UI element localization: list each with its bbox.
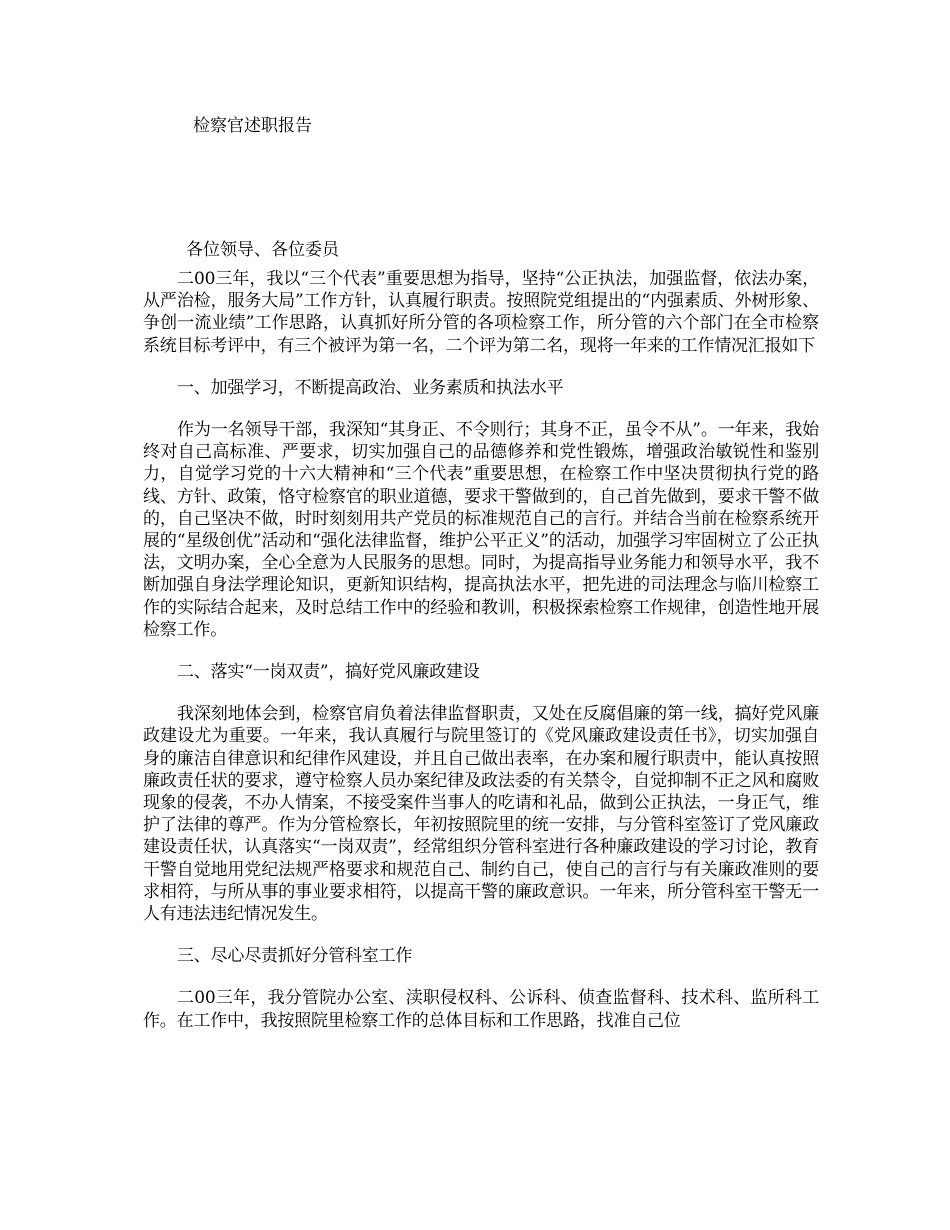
document-title: 检察官述职报告: [193, 116, 312, 136]
document-body: [143, 268, 819, 1052]
paragraph-intro: 二00三年，我以“三个代表”重要思想为指导，坚持“公正执法，加强监督，依法办案，从严治检，服务大局”工作方针，认真履行职责。按照院党组提出的“内强素质、外树形象、争创一流业绩”工作思路，认真抓好所分管的各项检察工作，所分管的六个部门在全市检察系统目标考评中，有三个被评为第一名，二个评为第二名，现将一年来的工作情况汇报如下: [143, 269, 819, 356]
paragraph-section-3: 二00三年，我分管院办公室、渎职侵权科、公诉科、侦查监督科、技术科、监所科工作。在工作中，我按照院里检察工作的总体目标和工作思路，找准自己位: [143, 988, 819, 1031]
section-heading-1: 一、加强学习，不断提高政治、业务素质和执法水平: [177, 377, 564, 398]
paragraph-section-2: 我深刻地体会到，检察官肩负着法律监督职责，又处在反腐倡廉的第一线，搞好党风廉政建设尤为重要。一年来，我认真履行与院里签订的《党风廉政建设责任书》，切实加强自身的廉洁自律意识和纪律作风建设，并且自己做出表率，在办案和履行职责中，能认真按照廉政责任状的要求，遵守检察人员办案纪律及政法委的有关禁令，自觉抑制不正之风和腐败现象的侵袭，不办人情案，不接受案件当事人的吃请和礼品，做到公正执法，一身正气，维护了法律的尊严。作为分管检察长，年初按照院里的统一安排，与分管科室签订了党风廉政建设责任状，认真落实“一岗双责”，经常组织分管科室进行各种廉政建设的学习讨论，教育干警自觉地用党纪法规严格要求和规范自己、制约自己，使自己的言行与有关廉政准则的要求相符，与所从事的事业要求相符，以提高干警的廉政意识。一年来，所分管科室干警无一人有违法违纪情况发生。: [143, 704, 819, 925]
section-heading-2: 二、落实“一岗双责”，搞好党风廉政建设: [177, 662, 480, 683]
paragraph-section-1: 作为一名领导干部，我深知“其身正、不令则行；其身不正，虽令不从”。一年来，我始终对自己高标准、严要求，切实加强自己的品德修养和党性锻炼，增强政治敏锐性和鉴别力，自觉学习党的十六大精神和“三个代表”重要思想，在检察工作中坚决贯彻执行党的路线、方针、政策，恪守检察官的职业道德，要求干警做到的，自己首先做到，要求干警不做的，自己坚决不做，时时刻刻用共产党员的标准规范自己的言行。并结合当前在检察系统开展的“星级创优”活动和“强化法律监督，维护公平正义”的活动，加强学习牢固树立了公正执法，文明办案，全心全意为人民服务的思想。同时，为提高指导业务能力和领导水平，我不断加强自身法学理论知识，更新知识结构，提高执法水平，把先进的司法理念与临川检察工作的实际结合起来，及时总结工作中的经验和教训，积极探索检察工作规律，创造性地开展检察工作。: [143, 420, 819, 640]
section-heading-3: 三、尽心尽责抓好分管科室工作: [177, 946, 413, 967]
salutation: 各位领导、各位委员: [186, 240, 339, 260]
